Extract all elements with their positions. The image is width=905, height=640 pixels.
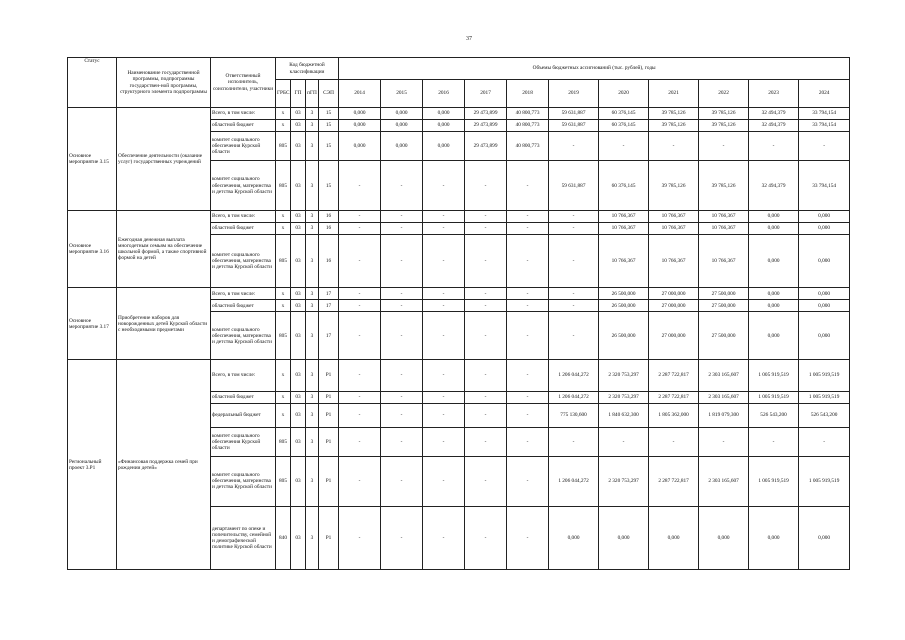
value-cell: - [507,161,549,210]
value-cell: - [507,391,549,403]
value-cell: - [423,403,465,427]
value-cell: 0,000 [749,234,799,288]
value-cell: 0,000 [339,120,381,132]
value-cell: 59 631,887 [549,108,599,120]
value-cell: 1 805 362,000 [649,403,699,427]
responsible-cell: областной бюджет [211,391,276,403]
value-cell: 0,000 [799,300,850,312]
value-cell: 2 303 165,607 [699,391,749,403]
gp-cell: 03 [291,391,306,403]
value-cell: - [339,457,381,506]
value-cell: 0,000 [799,234,850,288]
value-cell: - [381,403,423,427]
value-cell: 0,000 [749,312,799,360]
pgp-cell: 3 [306,288,319,300]
status-cell: Региональный проект 3.Р1 [68,360,117,570]
value-cell: 2 303 165,607 [699,457,749,506]
value-cell: - [549,300,599,312]
pgp-cell: 3 [306,210,319,222]
value-cell: 0,000 [749,300,799,312]
status-cell: Основное мероприятие 3.17 [68,288,117,360]
pgp-cell: 3 [306,108,319,120]
grbs-cell: х [276,300,291,312]
value-cell: 1 005 919,519 [799,457,850,506]
value-cell: 0,000 [339,132,381,161]
sep-cell: 16 [319,210,339,222]
value-cell: - [339,288,381,300]
pgp-cell: 3 [306,161,319,210]
grbs-cell: 805 [276,132,291,161]
grbs-cell: х [276,288,291,300]
value-cell: - [507,222,549,234]
value-cell: 1 005 919,519 [749,360,799,392]
value-cell: - [507,403,549,427]
value-cell: - [381,222,423,234]
value-cell: 0,000 [599,506,649,570]
header-row-1 [68,58,850,80]
gp-cell: 03 [291,222,306,234]
value-cell: - [799,132,850,161]
value-cell: 1 819 079,300 [699,403,749,427]
value-cell: 0,000 [749,288,799,300]
value-cell: - [423,312,465,360]
header-year: 2014 [339,80,381,108]
header-name: Наименование государственной программы, подпрограммы государствен-ной программы, структурного элемента подпрограммы [117,58,211,108]
value-cell: - [339,403,381,427]
value-cell: - [339,312,381,360]
value-cell: 59 631,887 [549,161,599,210]
responsible-cell: Всего, в том числе: [211,360,276,392]
value-cell: - [381,300,423,312]
pgp-cell: 3 [306,120,319,132]
value-cell: - [799,427,850,456]
value-cell: 26 500,000 [599,300,649,312]
value-cell: - [423,234,465,288]
value-cell: - [423,210,465,222]
value-cell: - [423,288,465,300]
value-cell: - [465,161,507,210]
responsible-cell: областной бюджет [211,300,276,312]
value-cell: - [339,161,381,210]
header-year: 2015 [381,80,423,108]
value-cell: 60 376,145 [599,161,649,210]
responsible-cell: Всего, в том числе: [211,288,276,300]
value-cell: 2 320 753,297 [599,391,649,403]
gp-cell: 03 [291,234,306,288]
header-year: 2019 [549,80,599,108]
value-cell: - [507,300,549,312]
value-cell: 2 320 753,297 [599,457,649,506]
program-name-cell: Обеспечение деятельности (оказание услуг) государственных учреждений [117,108,211,211]
value-cell: - [549,234,599,288]
value-cell: - [465,427,507,456]
value-cell: - [465,210,507,222]
gp-cell: 03 [291,132,306,161]
grbs-cell: х [276,391,291,403]
responsible-cell: комитет социального обеспечения, материнства и детства Курской области [211,457,276,506]
value-cell: 1 005 919,519 [799,391,850,403]
value-cell: - [507,457,549,506]
sep-cell: Р1 [319,506,339,570]
header-year: 2016 [423,80,465,108]
header-year: 2021 [649,80,699,108]
value-cell: - [549,312,599,360]
value-cell: - [465,360,507,392]
value-cell: 10 766,367 [649,210,699,222]
header-budget-code: Код бюджетной классификации [276,58,339,80]
value-cell: - [599,132,649,161]
value-cell: - [507,312,549,360]
value-cell: 2 320 753,297 [599,360,649,392]
value-cell: 0,000 [799,210,850,222]
value-cell: 2 287 722,817 [649,360,699,392]
value-cell: 10 766,367 [699,210,749,222]
value-cell: - [339,300,381,312]
pgp-cell: 3 [306,403,319,427]
value-cell: 10 766,367 [599,222,649,234]
value-cell: 0,000 [749,222,799,234]
sep-cell: 16 [319,222,339,234]
value-cell: 10 766,367 [699,234,749,288]
table-row [68,360,850,392]
value-cell: 0,000 [423,108,465,120]
value-cell: - [423,222,465,234]
value-cell: - [507,288,549,300]
header-year: 2023 [749,80,799,108]
header-year: 2022 [699,80,749,108]
value-cell: 27 000,000 [649,288,699,300]
value-cell: 1 005 919,519 [749,391,799,403]
value-cell: 10 766,367 [699,222,749,234]
value-cell: - [381,506,423,570]
sep-cell: 15 [319,120,339,132]
table-row [68,288,850,300]
value-cell: 0,000 [381,132,423,161]
value-cell: 2 303 165,607 [699,360,749,392]
value-cell: - [423,300,465,312]
gp-cell: 03 [291,300,306,312]
value-cell: - [699,132,749,161]
header-code-col: СЭП [319,80,339,108]
sep-cell: Р1 [319,391,339,403]
header-code-col: ГП [291,80,306,108]
grbs-cell: 805 [276,427,291,456]
value-cell: - [381,427,423,456]
value-cell: - [699,427,749,456]
value-cell: - [381,360,423,392]
value-cell: - [507,210,549,222]
grbs-cell: х [276,108,291,120]
value-cell: 27 500,000 [699,312,749,360]
value-cell: - [549,222,599,234]
value-cell: - [507,360,549,392]
value-cell: - [423,161,465,210]
value-cell: 1 005 919,519 [749,457,799,506]
value-cell: 10 766,367 [599,234,649,288]
status-cell: Основное мероприятие 3.15 [68,108,117,211]
header-year: 2020 [599,80,649,108]
value-cell: - [423,360,465,392]
value-cell: 27 000,000 [649,300,699,312]
value-cell: 10 766,367 [649,234,699,288]
value-cell: - [423,457,465,506]
value-cell: - [465,288,507,300]
pgp-cell: 3 [306,427,319,456]
sep-cell: 15 [319,161,339,210]
value-cell: 40 800,773 [507,108,549,120]
value-cell: 1 206 044,272 [549,391,599,403]
pgp-cell: 3 [306,234,319,288]
value-cell: 0,000 [339,108,381,120]
responsible-cell: Всего, в том числе: [211,108,276,120]
value-cell: 775 130,600 [549,403,599,427]
header-status: Статус [68,58,117,108]
responsible-cell: областной бюджет [211,222,276,234]
value-cell: - [381,161,423,210]
grbs-cell: 805 [276,457,291,506]
sep-cell: 15 [319,108,339,120]
grbs-cell: х [276,403,291,427]
value-cell: - [465,234,507,288]
value-cell: 29 473,899 [465,132,507,161]
value-cell: 0,000 [799,222,850,234]
value-cell: - [381,234,423,288]
table-body [68,108,850,570]
sep-cell: Р1 [319,360,339,392]
value-cell: - [507,234,549,288]
gp-cell: 03 [291,108,306,120]
value-cell: 1 005 919,519 [799,360,850,392]
value-cell: - [423,427,465,456]
value-cell: - [749,132,799,161]
value-cell: - [339,391,381,403]
value-cell: 0,000 [749,506,799,570]
value-cell: 0,000 [799,312,850,360]
value-cell: 32 494,379 [749,161,799,210]
value-cell: - [749,427,799,456]
value-cell: 26 500,000 [599,288,649,300]
value-cell: 0,000 [749,210,799,222]
value-cell: - [465,222,507,234]
responsible-cell: комитет социального обеспечения, материнства и детства Курской области [211,234,276,288]
value-cell: 0,000 [799,288,850,300]
value-cell: 0,000 [799,506,850,570]
value-cell: 40 800,773 [507,120,549,132]
value-cell: 1 840 632,300 [599,403,649,427]
value-cell: 40 800,773 [507,132,549,161]
pgp-cell: 3 [306,300,319,312]
header-code-col: ГРБС [276,80,291,108]
value-cell: 2 287 722,817 [649,391,699,403]
value-cell: 29 473,899 [465,120,507,132]
table-row [68,210,850,222]
grbs-cell: 805 [276,234,291,288]
grbs-cell: 805 [276,161,291,210]
value-cell: - [549,132,599,161]
pgp-cell: 3 [306,457,319,506]
value-cell: 2 287 722,817 [649,457,699,506]
value-cell: - [507,506,549,570]
value-cell: - [549,288,599,300]
value-cell: 39 785,126 [699,161,749,210]
value-cell: - [339,210,381,222]
sep-cell: 15 [319,132,339,161]
pgp-cell: 3 [306,222,319,234]
responsible-cell: комитет социального обеспечения Курской области [211,427,276,456]
header-year: 2018 [507,80,549,108]
responsible-cell: комитет социального обеспечения, материнства и детства Курской области [211,312,276,360]
pgp-cell: 3 [306,312,319,360]
gp-cell: 03 [291,120,306,132]
value-cell: 10 766,367 [599,210,649,222]
status-cell: Основное мероприятие 3.16 [68,210,117,288]
header-responsible: Ответственный исполнитель, соисполнители, участники [211,58,276,108]
value-cell: 32 494,379 [749,120,799,132]
header-volumes: Объемы бюджетных ассигнований (тыс. рублей), годы [339,58,850,80]
sep-cell: Р1 [319,403,339,427]
sep-cell: 16 [319,234,339,288]
grbs-cell: х [276,120,291,132]
grbs-cell: 805 [276,312,291,360]
pgp-cell: 3 [306,132,319,161]
value-cell: - [339,506,381,570]
value-cell: 0,000 [423,120,465,132]
grbs-cell: 840 [276,506,291,570]
value-cell: - [599,427,649,456]
value-cell: 27 500,000 [699,288,749,300]
gp-cell: 03 [291,360,306,392]
value-cell: 0,000 [699,506,749,570]
value-cell: - [465,300,507,312]
value-cell: - [465,403,507,427]
pgp-cell: 3 [306,391,319,403]
gp-cell: 03 [291,506,306,570]
value-cell: 0,000 [423,132,465,161]
value-cell: - [381,210,423,222]
grbs-cell: х [276,360,291,392]
value-cell: - [339,360,381,392]
value-cell: - [507,427,549,456]
value-cell: 33 794,154 [799,161,850,210]
program-name-cell: «Финансовая поддержка семей при рождении детей» [117,360,211,570]
value-cell: 27 000,000 [649,312,699,360]
value-cell: 10 766,367 [649,222,699,234]
value-cell: 27 500,000 [699,300,749,312]
value-cell: - [549,427,599,456]
gp-cell: 03 [291,161,306,210]
value-cell: - [381,288,423,300]
gp-cell: 03 [291,457,306,506]
value-cell: - [465,506,507,570]
value-cell: 60 376,145 [599,120,649,132]
value-cell: 29 473,899 [465,108,507,120]
value-cell: - [465,391,507,403]
value-cell: - [339,234,381,288]
responsible-cell: федеральный бюджет [211,403,276,427]
sep-cell: 17 [319,288,339,300]
value-cell: - [465,457,507,506]
value-cell: 60 376,145 [599,108,649,120]
gp-cell: 03 [291,427,306,456]
value-cell: 32 494,379 [749,108,799,120]
gp-cell: 03 [291,210,306,222]
program-name-cell: Ежегодная денежная выплата многодетным семьям на обеспечение школьной формой, а также спортивной формой на детей [117,210,211,288]
value-cell: - [423,391,465,403]
value-cell: 1 206 044,272 [549,360,599,392]
pgp-cell: 3 [306,360,319,392]
table-row [68,108,850,120]
value-cell: 0,000 [549,506,599,570]
value-cell: 59 631,887 [549,120,599,132]
value-cell: 39 785,126 [699,120,749,132]
value-cell: 39 785,126 [699,108,749,120]
responsible-cell: областной бюджет [211,120,276,132]
value-cell: - [381,312,423,360]
responsible-cell: комитет социального обеспечения, материнства и детства Курской области [211,161,276,210]
value-cell: 0,000 [381,108,423,120]
value-cell: - [423,506,465,570]
value-cell: 33 794,154 [799,108,850,120]
gp-cell: 03 [291,288,306,300]
value-cell: - [381,391,423,403]
gp-cell: 03 [291,403,306,427]
value-cell: 1 206 044,272 [549,457,599,506]
value-cell: - [339,222,381,234]
responsible-cell: Всего, в том числе: [211,210,276,222]
value-cell: - [381,457,423,506]
sep-cell: 17 [319,312,339,360]
grbs-cell: х [276,210,291,222]
sep-cell: Р1 [319,457,339,506]
sep-cell: Р1 [319,427,339,456]
header-code-col: пГП [306,80,319,108]
program-name-cell: Приобретение наборов для новорожденных детей Курской области с необходимыми предметами [117,288,211,360]
page-number: 37 [466,36,472,42]
value-cell: 33 794,154 [799,120,850,132]
value-cell: 0,000 [381,120,423,132]
value-cell: 39 785,126 [649,161,699,210]
value-cell: 526 543,200 [799,403,850,427]
budget-table [67,57,850,570]
value-cell: 0,000 [649,506,699,570]
sep-cell: 17 [319,300,339,312]
header-year: 2017 [465,80,507,108]
value-cell: - [339,427,381,456]
grbs-cell: х [276,222,291,234]
value-cell: 526 543,200 [749,403,799,427]
value-cell: - [649,427,699,456]
pgp-cell: 3 [306,506,319,570]
responsible-cell: комитет социального обеспечения Курской области [211,132,276,161]
responsible-cell: департамент по опеке и попечительству, семейной и демографической политике Курской области [211,506,276,570]
value-cell: 26 500,000 [599,312,649,360]
value-cell: - [549,210,599,222]
value-cell: 39 785,126 [649,120,699,132]
header-year: 2024 [799,80,850,108]
gp-cell: 03 [291,312,306,360]
value-cell: 39 785,126 [649,108,699,120]
value-cell: - [465,312,507,360]
value-cell: - [649,132,699,161]
